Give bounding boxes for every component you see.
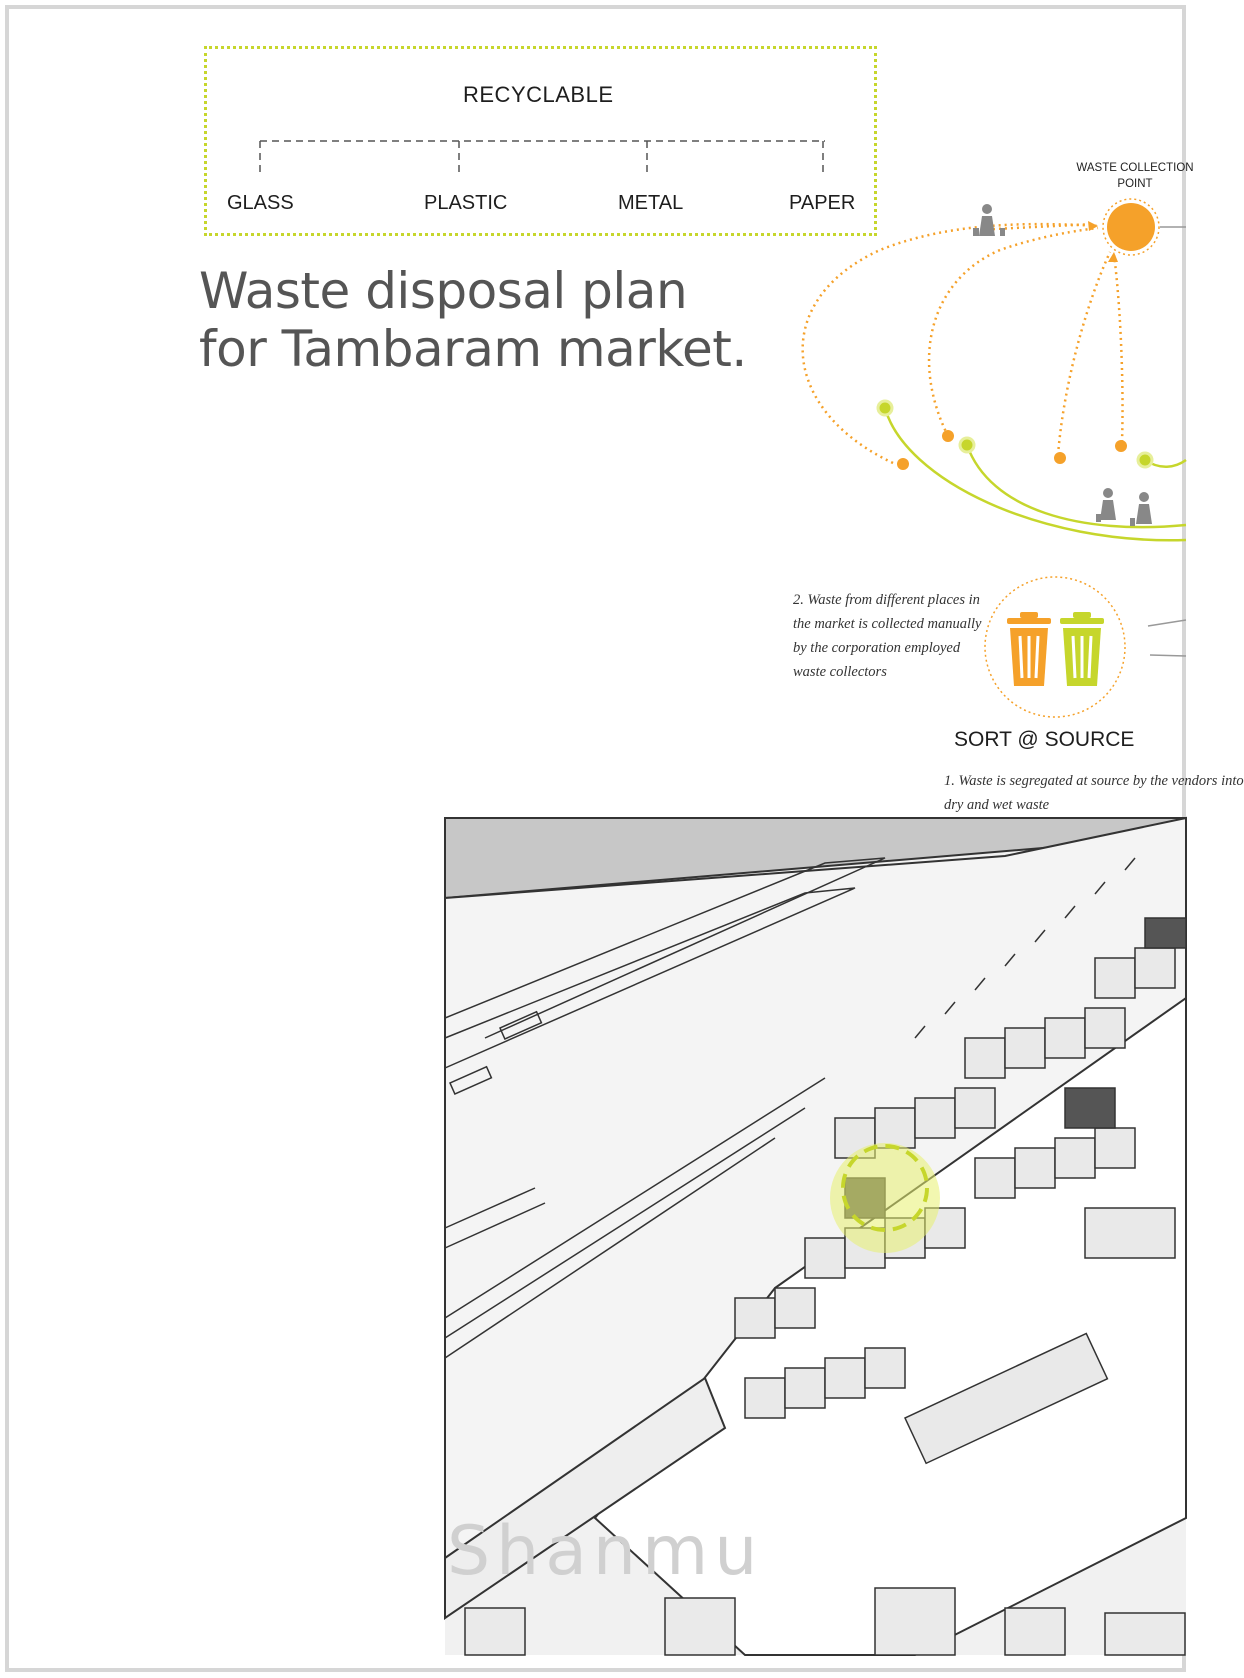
watermark: Shanmu xyxy=(447,1512,764,1591)
recyclable-item-metal: METAL xyxy=(618,192,684,214)
flow-path-outer xyxy=(803,224,1098,463)
waste-collector-figure xyxy=(1130,492,1152,526)
page-title-line1: Waste disposal plan xyxy=(199,262,688,320)
waste-collection-label-line1: WASTE COLLECTION xyxy=(1076,162,1194,174)
collection-node xyxy=(960,438,974,452)
waste-collection-label-line2: POINT xyxy=(1117,178,1153,190)
flow-path-right xyxy=(1114,255,1123,442)
recyclable-item-glass: GLASS xyxy=(227,192,294,214)
sort-at-source-label: SORT @ SOURCE xyxy=(954,728,1135,751)
source-node xyxy=(1054,452,1066,464)
flow-path-inner xyxy=(929,228,1098,436)
source-node xyxy=(1115,440,1127,452)
source-node xyxy=(942,430,954,442)
recyclable-item-paper: PAPER xyxy=(789,192,856,214)
page-title-line2: for Tambaram market. xyxy=(199,320,747,378)
waste-collector-figure xyxy=(1096,488,1116,522)
dry-waste-bin-icon xyxy=(1060,612,1104,686)
leader-line xyxy=(1148,620,1186,626)
recyclable-title: RECYCLABLE xyxy=(463,82,614,107)
collection-note: 2. Waste from different places in the market is collected manually by the corporation employed waste collectors xyxy=(793,592,982,680)
leader-line xyxy=(1150,655,1186,656)
waste-collection-point-label xyxy=(1070,160,1200,192)
wet-waste-bin-icon xyxy=(1007,612,1051,686)
collection-node xyxy=(878,401,892,415)
sort-source-circle xyxy=(985,577,1125,717)
waste-collector-figure xyxy=(973,204,1005,236)
collection-route-middle xyxy=(967,445,1186,527)
flow-path-center xyxy=(1058,252,1110,455)
waste-collection-point-marker xyxy=(1107,203,1155,251)
recyclable-item-plastic: PLASTIC xyxy=(424,192,508,214)
collection-flow-diagram xyxy=(0,0,1186,720)
segregation-note: 1. Waste is segregated at source by the vendors into dry and wet waste xyxy=(944,773,1244,813)
flow-arrow-head xyxy=(1108,252,1118,262)
source-node xyxy=(897,458,909,470)
collection-node xyxy=(1138,453,1152,467)
